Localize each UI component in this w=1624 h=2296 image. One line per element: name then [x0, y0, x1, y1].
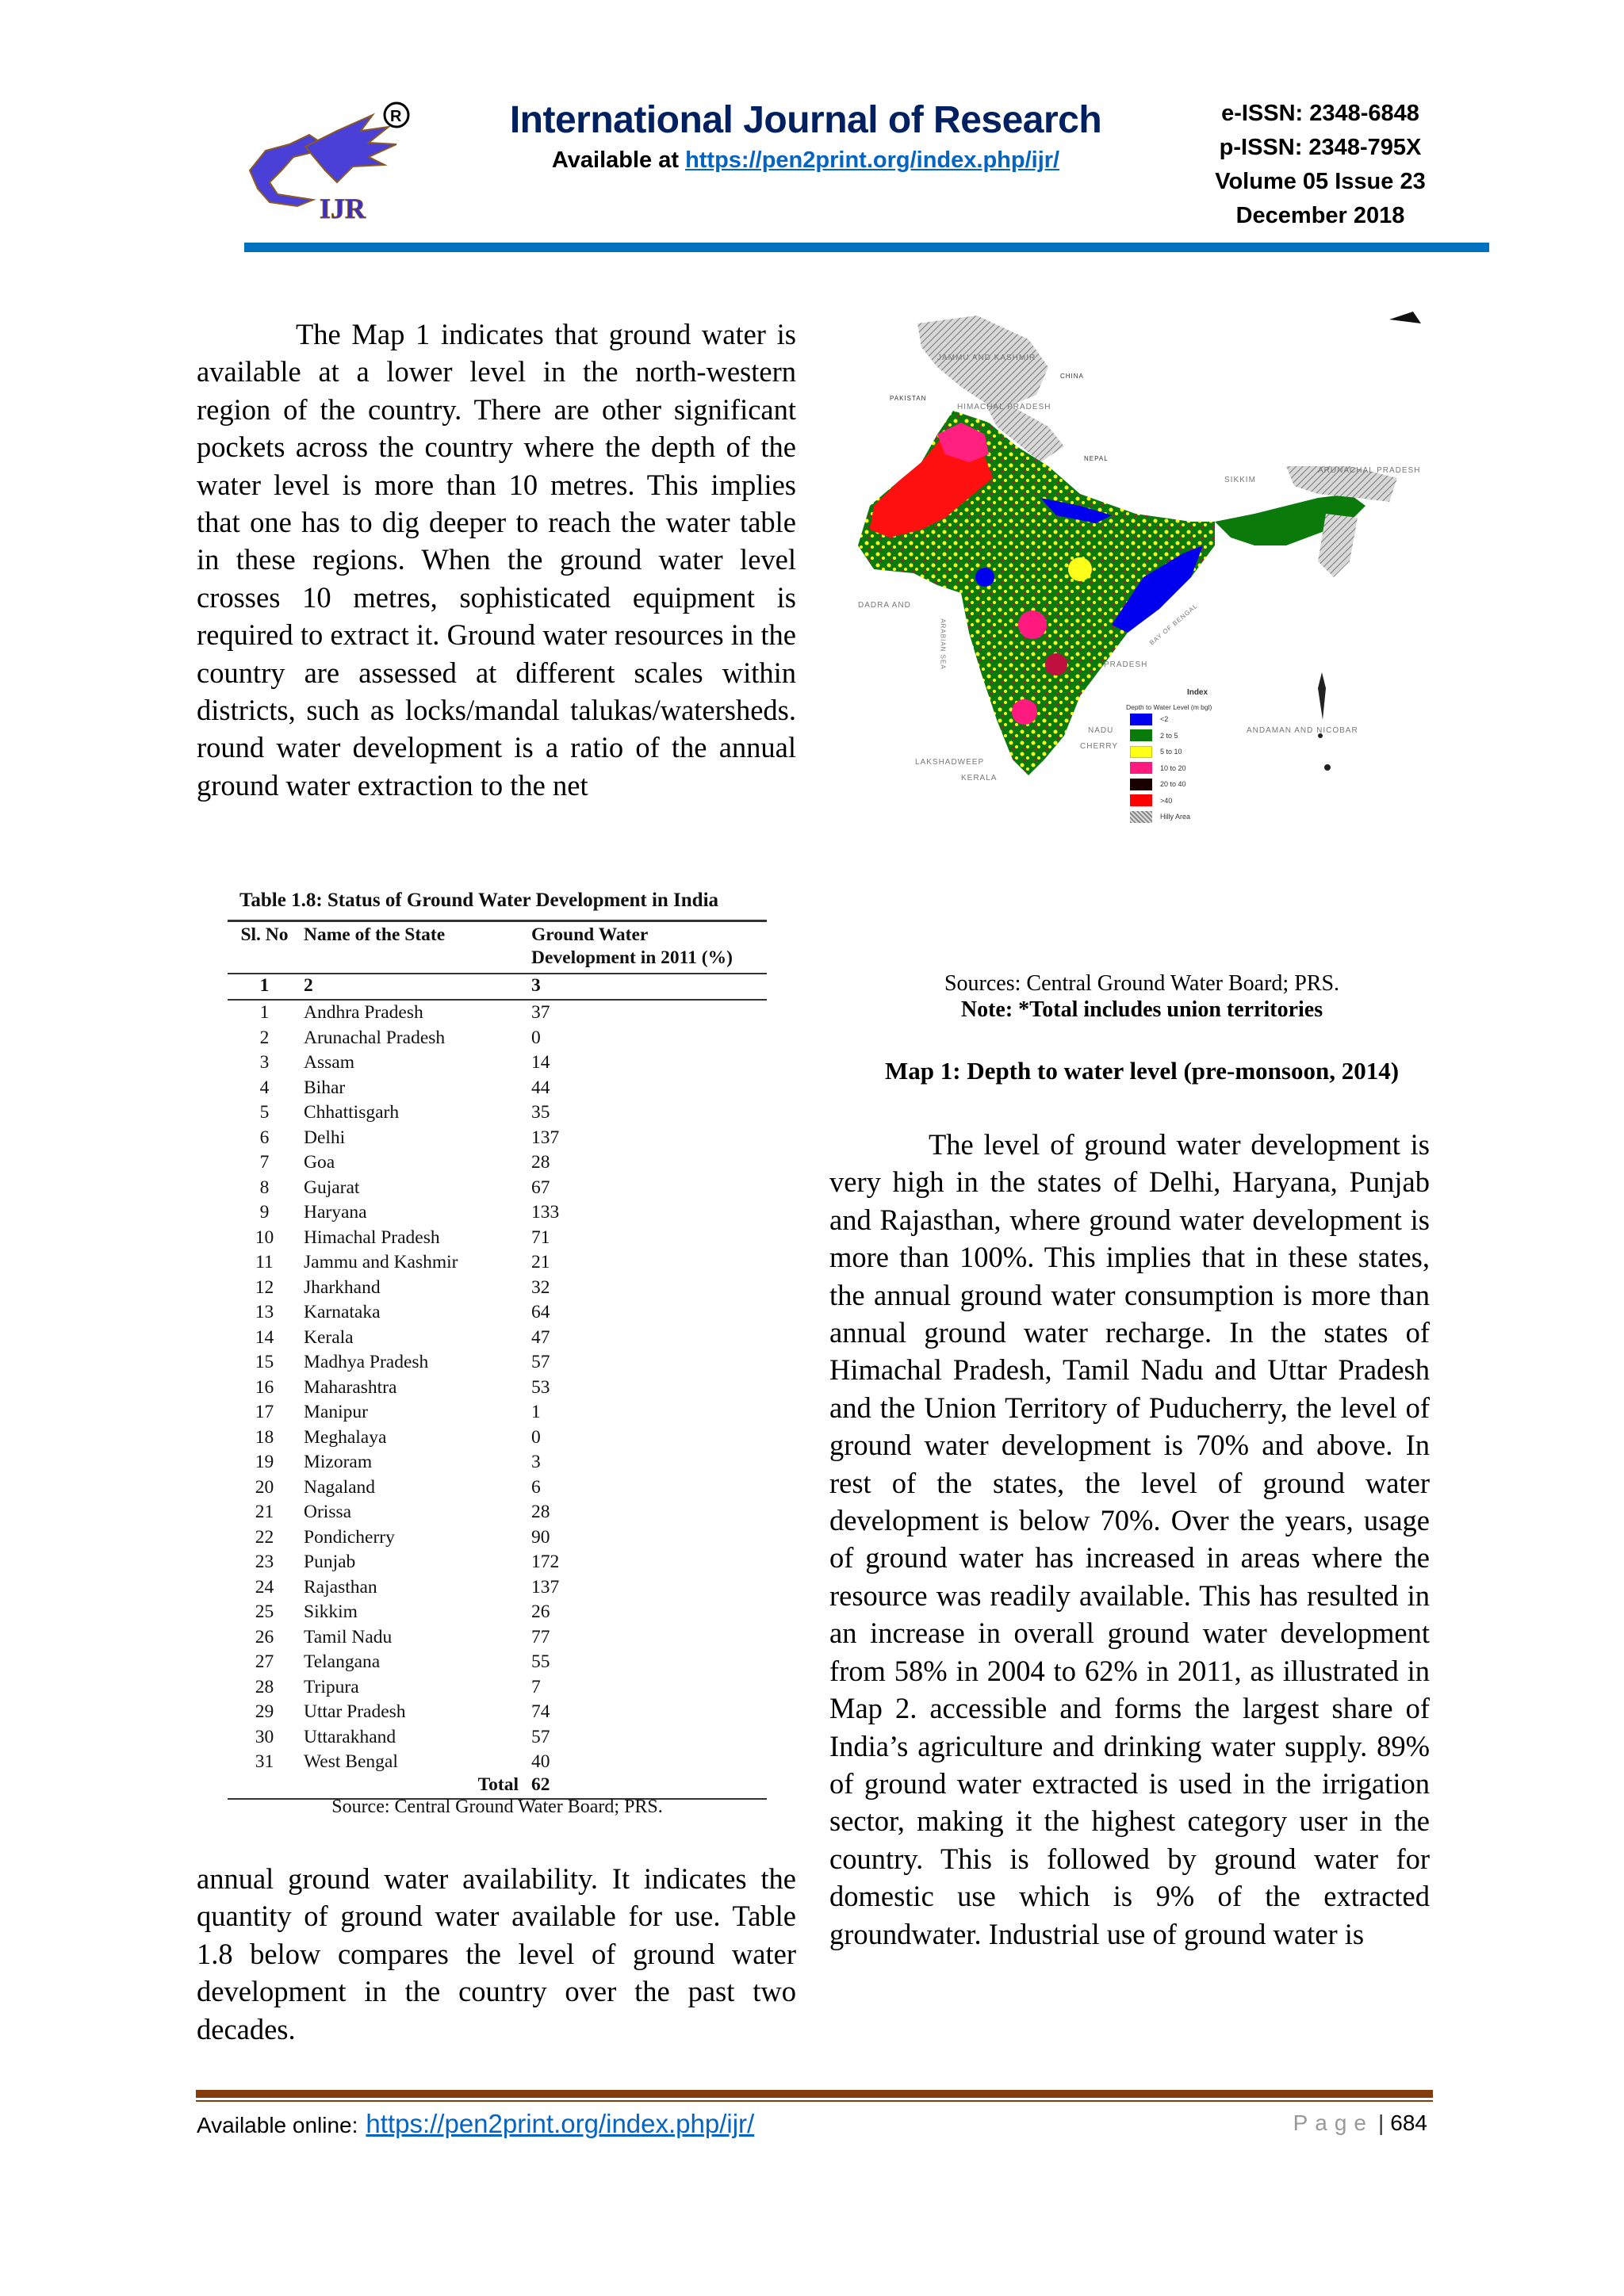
- cell-sl: 10: [255, 1226, 274, 1248]
- cell-sl: 18: [255, 1426, 274, 1448]
- table-row: [228, 1627, 767, 1652]
- swatch-pink-icon: [1130, 762, 1152, 774]
- table-row: [228, 1102, 767, 1127]
- cell-state: Pondicherry: [304, 1526, 395, 1548]
- table-row: [228, 1701, 767, 1727]
- cell-value: 172: [531, 1552, 560, 1572]
- cell-value: 0: [531, 1027, 541, 1048]
- page-word: Page: [1293, 2110, 1373, 2135]
- cell-state: Nagaland: [304, 1476, 376, 1498]
- cell-state: Sikkim: [304, 1601, 358, 1622]
- cell-state: Meghalaya: [304, 1426, 387, 1448]
- table-row: [228, 1377, 767, 1402]
- cell-value: 0: [531, 1426, 541, 1448]
- cell-sl: 23: [255, 1552, 274, 1572]
- cell-state: Tripura: [304, 1676, 359, 1697]
- table-row: [228, 1327, 767, 1353]
- cell-state: Arunachal Pradesh: [304, 1027, 446, 1048]
- cell-value: 55: [531, 1651, 550, 1672]
- map-source: Sources: Central Ground Water Board; PRS.: [944, 971, 1340, 996]
- table-row: [228, 1452, 767, 1477]
- cell-sl: 12: [255, 1276, 274, 1298]
- cell-sl: 26: [255, 1626, 274, 1647]
- cell-value: 74: [531, 1701, 550, 1722]
- map-label-nadu: NADU: [1088, 726, 1114, 735]
- map-label-nepal: NEPAL: [1084, 455, 1109, 462]
- table-row: [228, 1302, 767, 1327]
- volume-issue: Volume 05 Issue 23: [1215, 169, 1426, 194]
- cell-state: Andhra Pradesh: [304, 1002, 423, 1023]
- cell-sl: 3: [259, 1052, 270, 1073]
- cell-state: Kerala: [304, 1326, 354, 1348]
- available-at-label: Available at: [551, 147, 686, 173]
- map-label-lakshadweep: LAKSHADWEEP: [915, 758, 985, 767]
- cell-value: 7: [531, 1676, 541, 1697]
- cell-sl: 31: [255, 1751, 274, 1772]
- map-label-andaman: ANDAMAN AND NICOBAR: [1247, 726, 1358, 735]
- cell-state: Jharkhand: [304, 1276, 381, 1298]
- cell-value: 67: [531, 1177, 550, 1198]
- issn-block: [1174, 97, 1467, 233]
- map-label-dadra: DADRA AND: [858, 601, 911, 610]
- cell-state: Chhattisgarh: [304, 1102, 400, 1123]
- table-row: [228, 1127, 767, 1153]
- page-header: [0, 0, 1624, 262]
- cell-sl: 2: [259, 1027, 270, 1048]
- cell-value: 35: [531, 1102, 550, 1123]
- table-row: [228, 1352, 767, 1377]
- table-rule-header: [228, 973, 767, 974]
- table-row: [228, 1077, 767, 1103]
- cell-value: 77: [531, 1626, 550, 1647]
- map-label-sikkim: SIKKIM: [1224, 476, 1256, 484]
- table-row: [228, 1027, 767, 1053]
- swatch-green-icon: [1130, 729, 1152, 741]
- table-row: [228, 1002, 767, 1027]
- footer-divider-thin: [196, 2100, 1433, 2102]
- cell-state: Bihar: [304, 1077, 346, 1098]
- table-row: [228, 1502, 767, 1527]
- cell-value: 28: [531, 1152, 550, 1173]
- cell-sl: 17: [255, 1402, 274, 1422]
- cell-sl: 25: [255, 1601, 274, 1622]
- map-label-china: CHINA: [1060, 373, 1084, 380]
- cell-sl: 22: [255, 1526, 274, 1548]
- cell-state: Rajasthan: [304, 1576, 377, 1598]
- table-row: [228, 1402, 767, 1427]
- cell-state: Haryana: [304, 1202, 367, 1223]
- total-value: 62: [531, 1774, 550, 1795]
- swatch-black-icon: [1130, 779, 1152, 790]
- cell-value: 90: [531, 1526, 550, 1548]
- footer-url-link[interactable]: https://pen2print.org/index.php/ijr/: [366, 2109, 755, 2138]
- cell-sl: 6: [259, 1127, 270, 1148]
- legend-item: Hilly Area: [1130, 809, 1273, 825]
- table-row: [228, 1177, 767, 1203]
- cell-value: 137: [531, 1576, 560, 1598]
- cell-state: Madhya Pradesh: [304, 1352, 429, 1372]
- table-row: [228, 1751, 767, 1777]
- left-paragraph-1: The Map 1 indicates that ground water is available at a lower level in the north-western region of the country. There are other significant pockets across the country where the depth of the water level is more than 10 metres. This implies that one has to dig deeper to reach the water table in these regions. When the ground water level crosses 10 metres, sophisticated equipment is required to extract it. Ground water resources in the country are assessed at different scales within districts, such as locks/mandal talukas/watersheds. round water development is a ratio of the annual ground water extraction to the net: [197, 318, 796, 802]
- p-issn: p-ISSN: 2348-795X: [1219, 135, 1422, 160]
- e-issn: e-ISSN: 2348-6848: [1221, 101, 1419, 126]
- cell-sl: 8: [259, 1177, 270, 1198]
- header-divider: [244, 243, 1489, 252]
- cell-value: 28: [531, 1502, 550, 1522]
- header-sl-no: Sl. No: [240, 924, 289, 945]
- table-row: [228, 1427, 767, 1452]
- cell-state: Uttar Pradesh: [304, 1701, 406, 1722]
- legend-item: >40: [1130, 793, 1273, 809]
- page-separator: |: [1378, 2110, 1385, 2135]
- legend-item: 5 to 10: [1130, 744, 1273, 760]
- cell-state: West Bengal: [304, 1751, 398, 1772]
- table-row: [228, 1601, 767, 1627]
- table-total-row: [228, 1774, 767, 1800]
- table-header-row-2: [228, 947, 767, 973]
- table-row: [228, 1277, 767, 1303]
- map-label-arabian-sea: ARABIAN SEA: [939, 618, 947, 670]
- page-number: 684: [1390, 2110, 1427, 2135]
- table-header-row: [228, 924, 767, 950]
- table-row: [228, 1552, 767, 1577]
- cell-sl: 4: [259, 1077, 270, 1098]
- cell-value: 6: [531, 1476, 541, 1498]
- header-state: Name of the State: [304, 924, 446, 945]
- table-row: [228, 1477, 767, 1502]
- cell-value: 1: [531, 1402, 541, 1422]
- map-label-bay-of-bengal: BAY OF BENGAL: [1148, 602, 1200, 647]
- map-label-pradesh: PRADESH: [1104, 660, 1148, 669]
- swatch-yellow-icon: [1130, 746, 1152, 758]
- legend-item: 20 to 40: [1130, 776, 1273, 793]
- cell-value: 3: [531, 1452, 541, 1472]
- svg-text:IJR: IJR: [320, 193, 366, 224]
- cell-state: Karnataka: [304, 1302, 381, 1322]
- cell-sl: 29: [255, 1701, 274, 1722]
- cell-value: 26: [531, 1601, 550, 1622]
- cell-sl: 21: [255, 1502, 274, 1522]
- cell-sl: 28: [255, 1676, 274, 1697]
- cell-state: Delhi: [304, 1127, 346, 1148]
- swatch-red-icon: [1130, 794, 1152, 806]
- journal-url-link[interactable]: https://pen2print.org/index.php/ijr/: [685, 147, 1060, 173]
- cell-value: 40: [531, 1751, 550, 1772]
- map-legend: [1114, 688, 1273, 825]
- table-source: Source: Central Ground Water Board; PRS.: [331, 1797, 663, 1817]
- map-caption: Map 1: Depth to water level (pre-monsoon, 2014): [884, 1057, 1400, 1085]
- cell-value: 44: [531, 1077, 550, 1098]
- table-rule-top: [228, 920, 767, 922]
- cell-state: Mizoram: [304, 1452, 373, 1472]
- legend-subtitle: Depth to Water Level (m bgl): [1126, 703, 1212, 711]
- table-title: Table 1.8: Status of Ground Water Development in India: [239, 890, 719, 911]
- cell-sl: 30: [255, 1726, 274, 1747]
- right-paragraph-1: The level of ground water development is very high in the states of Delhi, Haryana, Punjab and Rajasthan, where ground water development is more than 100%. This implies that in these states, the annual ground water consumption is more than annual ground water recharge. In the states of Himachal Pradesh, Tamil Nadu and Uttar Pradesh and the Union Territory of Puducherry, the level of ground water development is 70% and above. In rest of the states, the level of ground water development is below 70%. Over the years, usage of ground water has increased in areas where the resource was readily available. This has resulted in an increase in overall ground water development from 58% in 2004 to 62% in 2011, as illustrated in Map 2. accessible and forms the largest share of India’s agriculture and drinking water supply. 89% of ground water extracted is used in the irrigation sector, making it the highest category user in the country. This is followed by ground water for domestic use which is 9% of the extracted groundwater. Industrial use of ground water is: [829, 1128, 1430, 1950]
- journal-availability: [504, 147, 1107, 174]
- cell-state: Jammu and Kashmir: [304, 1252, 458, 1272]
- map-note: Note: *Total includes union territories: [960, 997, 1323, 1022]
- cell-state: Goa: [304, 1152, 335, 1173]
- ijr-logo: [234, 95, 416, 230]
- cell-sl: 11: [255, 1252, 274, 1272]
- cell-value: 32: [531, 1276, 550, 1298]
- table-colnum-row: 1 2 3: [259, 975, 541, 996]
- map-label-jk: JAMMU AND KASHMIR: [937, 354, 1036, 362]
- map-label-pakistan: PAKISTAN: [890, 395, 927, 402]
- page-number-block: [1293, 2110, 1427, 2136]
- svg-text:R: R: [390, 108, 402, 125]
- table-row: [228, 1651, 767, 1677]
- cell-state: Uttarakhand: [304, 1726, 396, 1747]
- header-gw-2: Development in 2011 (%): [531, 947, 733, 968]
- footer-divider: [196, 2090, 1433, 2098]
- cell-sl: 20: [255, 1476, 274, 1498]
- pegasus-logo-icon: [234, 95, 416, 230]
- cell-state: Manipur: [304, 1402, 368, 1422]
- swatch-hatched-icon: [1130, 811, 1152, 823]
- cell-sl: 5: [259, 1102, 270, 1123]
- cell-sl: 24: [255, 1576, 274, 1598]
- header-gw-1: Ground Water: [531, 924, 649, 945]
- cell-sl: 16: [255, 1376, 274, 1398]
- table-row: [228, 1677, 767, 1702]
- cell-sl: 1: [259, 1002, 270, 1023]
- available-online-label: Available online:: [197, 2113, 358, 2137]
- table-row: [228, 1527, 767, 1552]
- legend-title: Index: [1186, 688, 1208, 697]
- table-row: [228, 1252, 767, 1277]
- table-row: [228, 1052, 767, 1077]
- cell-state: Maharashtra: [304, 1376, 397, 1398]
- journal-title: International Journal of Research: [509, 99, 1102, 141]
- cell-state: Assam: [304, 1052, 354, 1073]
- cell-state: Orissa: [304, 1502, 352, 1522]
- footer-available-online: [197, 2109, 754, 2139]
- cell-value: 64: [531, 1302, 550, 1322]
- cell-sl: 27: [255, 1651, 274, 1672]
- cell-sl: 19: [255, 1452, 274, 1472]
- issue-date: December 2018: [1235, 203, 1405, 228]
- table-row: [228, 1152, 767, 1177]
- map-label-hp: HIMACHAL PRADESH: [957, 403, 1051, 411]
- legend-item: 2 to 5: [1130, 728, 1273, 744]
- map-label-cherry: CHERRY: [1080, 742, 1119, 751]
- cell-sl: 9: [259, 1202, 270, 1223]
- cell-sl: 15: [255, 1352, 274, 1372]
- cell-value: 14: [531, 1052, 550, 1073]
- legend-item: <2: [1130, 711, 1273, 728]
- table-row: [228, 1577, 767, 1602]
- left-paragraph-2: annual ground water availability. It indicates the quantity of ground water available for use. Table 1.8 below compares the level of ground water development in the country over the past two decades.: [197, 1862, 796, 2045]
- cell-value: 71: [531, 1226, 550, 1248]
- cell-value: 133: [531, 1202, 560, 1223]
- cell-value: 37: [531, 1002, 550, 1023]
- cell-state: Punjab: [304, 1552, 356, 1572]
- cell-sl: 7: [259, 1152, 270, 1173]
- cell-state: Tamil Nadu: [304, 1626, 393, 1647]
- table-row: [228, 1227, 767, 1253]
- cell-value: 57: [531, 1352, 550, 1372]
- table-rule-colnum: [228, 999, 767, 1001]
- cell-value: 57: [531, 1726, 550, 1747]
- total-label: Total: [477, 1774, 519, 1795]
- cell-state: Himachal Pradesh: [304, 1226, 440, 1248]
- cell-value: 47: [531, 1326, 550, 1348]
- table-row: [228, 1202, 767, 1227]
- cell-sl: 13: [255, 1302, 274, 1322]
- cell-state: Telangana: [304, 1651, 381, 1672]
- cell-sl: 14: [255, 1326, 274, 1348]
- cell-state: Gujarat: [304, 1177, 360, 1198]
- map-label-kerala: KERALA: [961, 774, 998, 783]
- legend-item: 10 to 20: [1130, 760, 1273, 777]
- swatch-blue-icon: [1130, 714, 1152, 725]
- cell-value: 21: [531, 1252, 550, 1272]
- cell-value: 137: [531, 1127, 560, 1148]
- map-label-arunachal: ARUNACHAL PRADESH: [1318, 466, 1421, 475]
- cell-value: 53: [531, 1376, 550, 1398]
- table-row: [228, 1727, 767, 1752]
